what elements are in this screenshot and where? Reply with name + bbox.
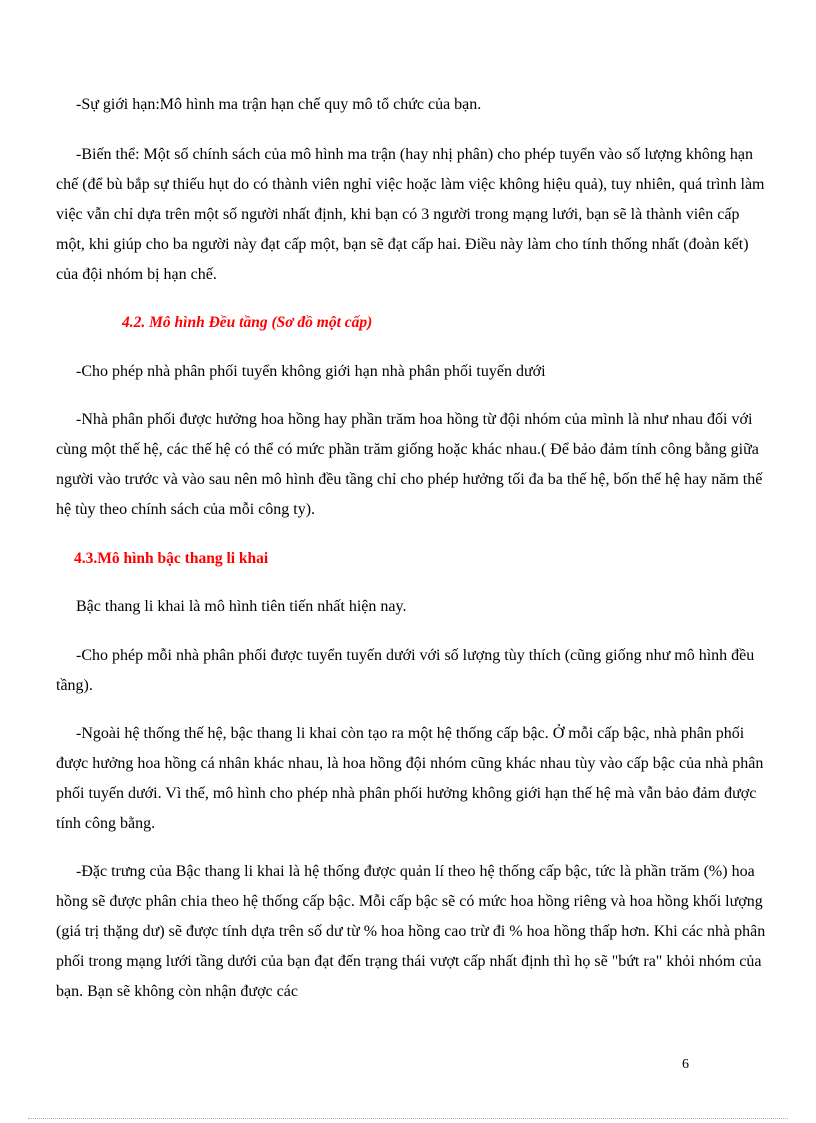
paragraph-breakaway-feature: -Đặc trưng của Bậc thang li khai là hệ thống được quản lí theo hệ thống cấp bậc, tức là phần trăm (%) hoa hồng sẽ được phân chia theo hệ thống cấp bậc. Mỗi cấp bậc sẽ có mức hoa hồng riêng và hoa hồng khối lượng (giá trị thặng dư) sẽ được tính dựa trên số dư từ % hoa hồng cao trừ đi % hoa hồng thấp hơn. Khi các nhà phân phối trong mạng lưới tầng dưới của bạn đạt đến trạng thái vượt cấp nhất định thì họ sẽ "bứt ra" khỏi nhóm của bạn. Bạn sẽ không còn nhận được các (56, 863, 766, 1000)
paragraph-unlimited-recruit: -Cho phép nhà phân phối tuyển không giới hạn nhà phân phối tuyến dưới (76, 363, 546, 380)
page-bottom-divider (28, 1118, 788, 1119)
section-heading-4-2: 4.2. Mô hình Đều tầng (Sơ đồ một cấp) (122, 314, 373, 331)
paragraph-rank-system: -Ngoài hệ thống thế hệ, bậc thang li khai còn tạo ra một hệ thống cấp bậc. Ở mỗi cấp bậc, nhà phân phối được hưởng hoa hồng cá nhân khác nhau, là hoa hồng đội nhóm cũng khác nhau tùy vào cấp bậc của nhà phân phối tuyến dưới. Vì thế, mô hình cho phép nhà phân phối hưởng không giới hạn thế hệ mà vẫn bảo đảm được tính công bằng. (56, 725, 764, 832)
paragraph-limitation: -Sự giới hạn:Mô hình ma trận hạn chế quy mô tổ chức của bạn. (76, 96, 482, 113)
paragraph-breakaway-recruit: -Cho phép mỗi nhà phân phối được tuyển tuyến dưới với số lượng tùy thích (cũng giống như mô hình đều tầng). (56, 647, 755, 694)
paragraph-variant: -Biến thể: Một số chính sách của mô hình ma trận (hay nhị phân) cho phép tuyển vào số lượng không hạn chế (để bù bắp sự thiếu hụt do có thành viên nghỉ việc hoặc làm việc không hiệu quả), tuy nhiên, quá trình làm việc vẫn chỉ dựa trên một số người nhất định, khi bạn có 3 người trong mạng lưới, bạn sẽ là thành viên cấp một, khi giúp cho ba người này đạt cấp một, bạn sẽ đạt cấp hai. Điều này làm cho tính thống nhất (đoàn kết) của đội nhóm bị hạn chế. (56, 146, 765, 283)
paragraph-commission-generation: -Nhà phân phối được hưởng hoa hồng hay phần trăm hoa hồng từ đội nhóm của mình là như nhau đối với cùng một thế hệ, các thế hệ có thể có mức phần trăm giống hoặc khác nhau.( Để bảo đảm tính công bằng giữa người vào trước và vào sau nên mô hình đều tầng chỉ cho phép hưởng tối đa ba thế hệ, bốn thế hệ hay năm thế hệ tùy theo chính sách của mỗi công ty). (56, 411, 763, 518)
page-number: 6 (682, 1057, 689, 1072)
paragraph-breakaway-intro: Bậc thang li khai là mô hình tiên tiến nhất hiện nay. (76, 598, 407, 615)
section-heading-4-3: 4.3.Mô hình bậc thang li khai (74, 550, 269, 567)
